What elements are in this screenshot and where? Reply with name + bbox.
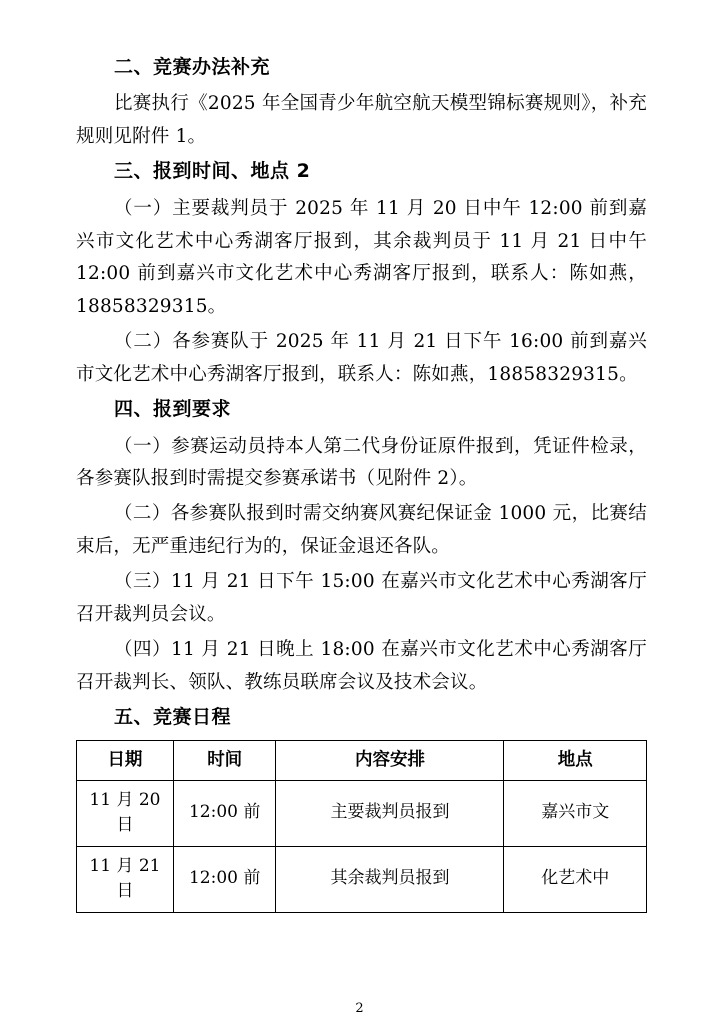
- paragraph: 比赛执行《2025 年全国青少年航空航天模型锦标赛规则》，补充规则见附件 1。: [76, 93, 647, 148]
- section-heading-4: 四、报到要求: [114, 398, 232, 421]
- paragraph: （一）参赛运动员持本人第二代身份证原件报到，凭证件检录，各参赛队报到时需提交参赛承诺书（见附件 2）。: [76, 435, 647, 490]
- column-header-time: 时间: [173, 741, 276, 780]
- paragraph: （一）主要裁判员于 2025 年 11 月 20 日中午 12:00 前到嘉兴市文化艺术中心秀湖客厅报到，其余裁判员于 11 月 21 日中午 12:00 前到嘉兴市文化艺术中心秀湖客厅报到，联系人：陈如燕，18858329315。: [76, 197, 647, 318]
- cell-time: 12:00 前: [173, 780, 276, 846]
- page-number: 2: [355, 1001, 364, 1016]
- cell-date: 11 月 21 日: [77, 846, 174, 912]
- table-row: [77, 846, 647, 912]
- table-header-row: [77, 741, 647, 780]
- table-row: [77, 780, 647, 846]
- section-heading-3: 三、报到时间、地点 2: [114, 160, 311, 183]
- column-header-date: 日期: [77, 741, 174, 780]
- paragraph: （二）各参赛队报到时需交纳赛风赛纪保证金 1000 元，比赛结束后，无严重违纪行为的，保证金退还各队。: [76, 503, 647, 558]
- paragraph: （二）各参赛队于 2025 年 11 月 21 日下午 16:00 前到嘉兴市文化艺术中心秀湖客厅报到，联系人：陈如燕，18858329315。: [76, 331, 647, 386]
- section-heading-5: 五、竞赛日程: [114, 705, 232, 728]
- schedule-table: [76, 740, 647, 912]
- paragraph: （三）11 月 21 日下午 15:00 在嘉兴市文化艺术中心秀湖客厅召开裁判员会议。: [76, 571, 647, 626]
- cell-venue: 化艺术中: [504, 846, 647, 912]
- column-header-content: 内容安排: [276, 741, 504, 780]
- section-heading-2: 二、竞赛办法补充: [114, 56, 271, 78]
- cell-content: 其余裁判员报到: [276, 846, 504, 912]
- cell-venue: 嘉兴市文: [504, 780, 647, 846]
- cell-date: 11 月 20 日: [77, 780, 174, 846]
- column-header-venue: 地点: [504, 741, 647, 780]
- cell-time: 12:00 前: [173, 846, 276, 912]
- paragraph: （四）11 月 21 日晚上 18:00 在嘉兴市文化艺术中心秀湖客厅召开裁判长、领队、教练员联席会议及技术会议。: [76, 639, 647, 693]
- cell-content: 主要裁判员报到: [276, 780, 504, 846]
